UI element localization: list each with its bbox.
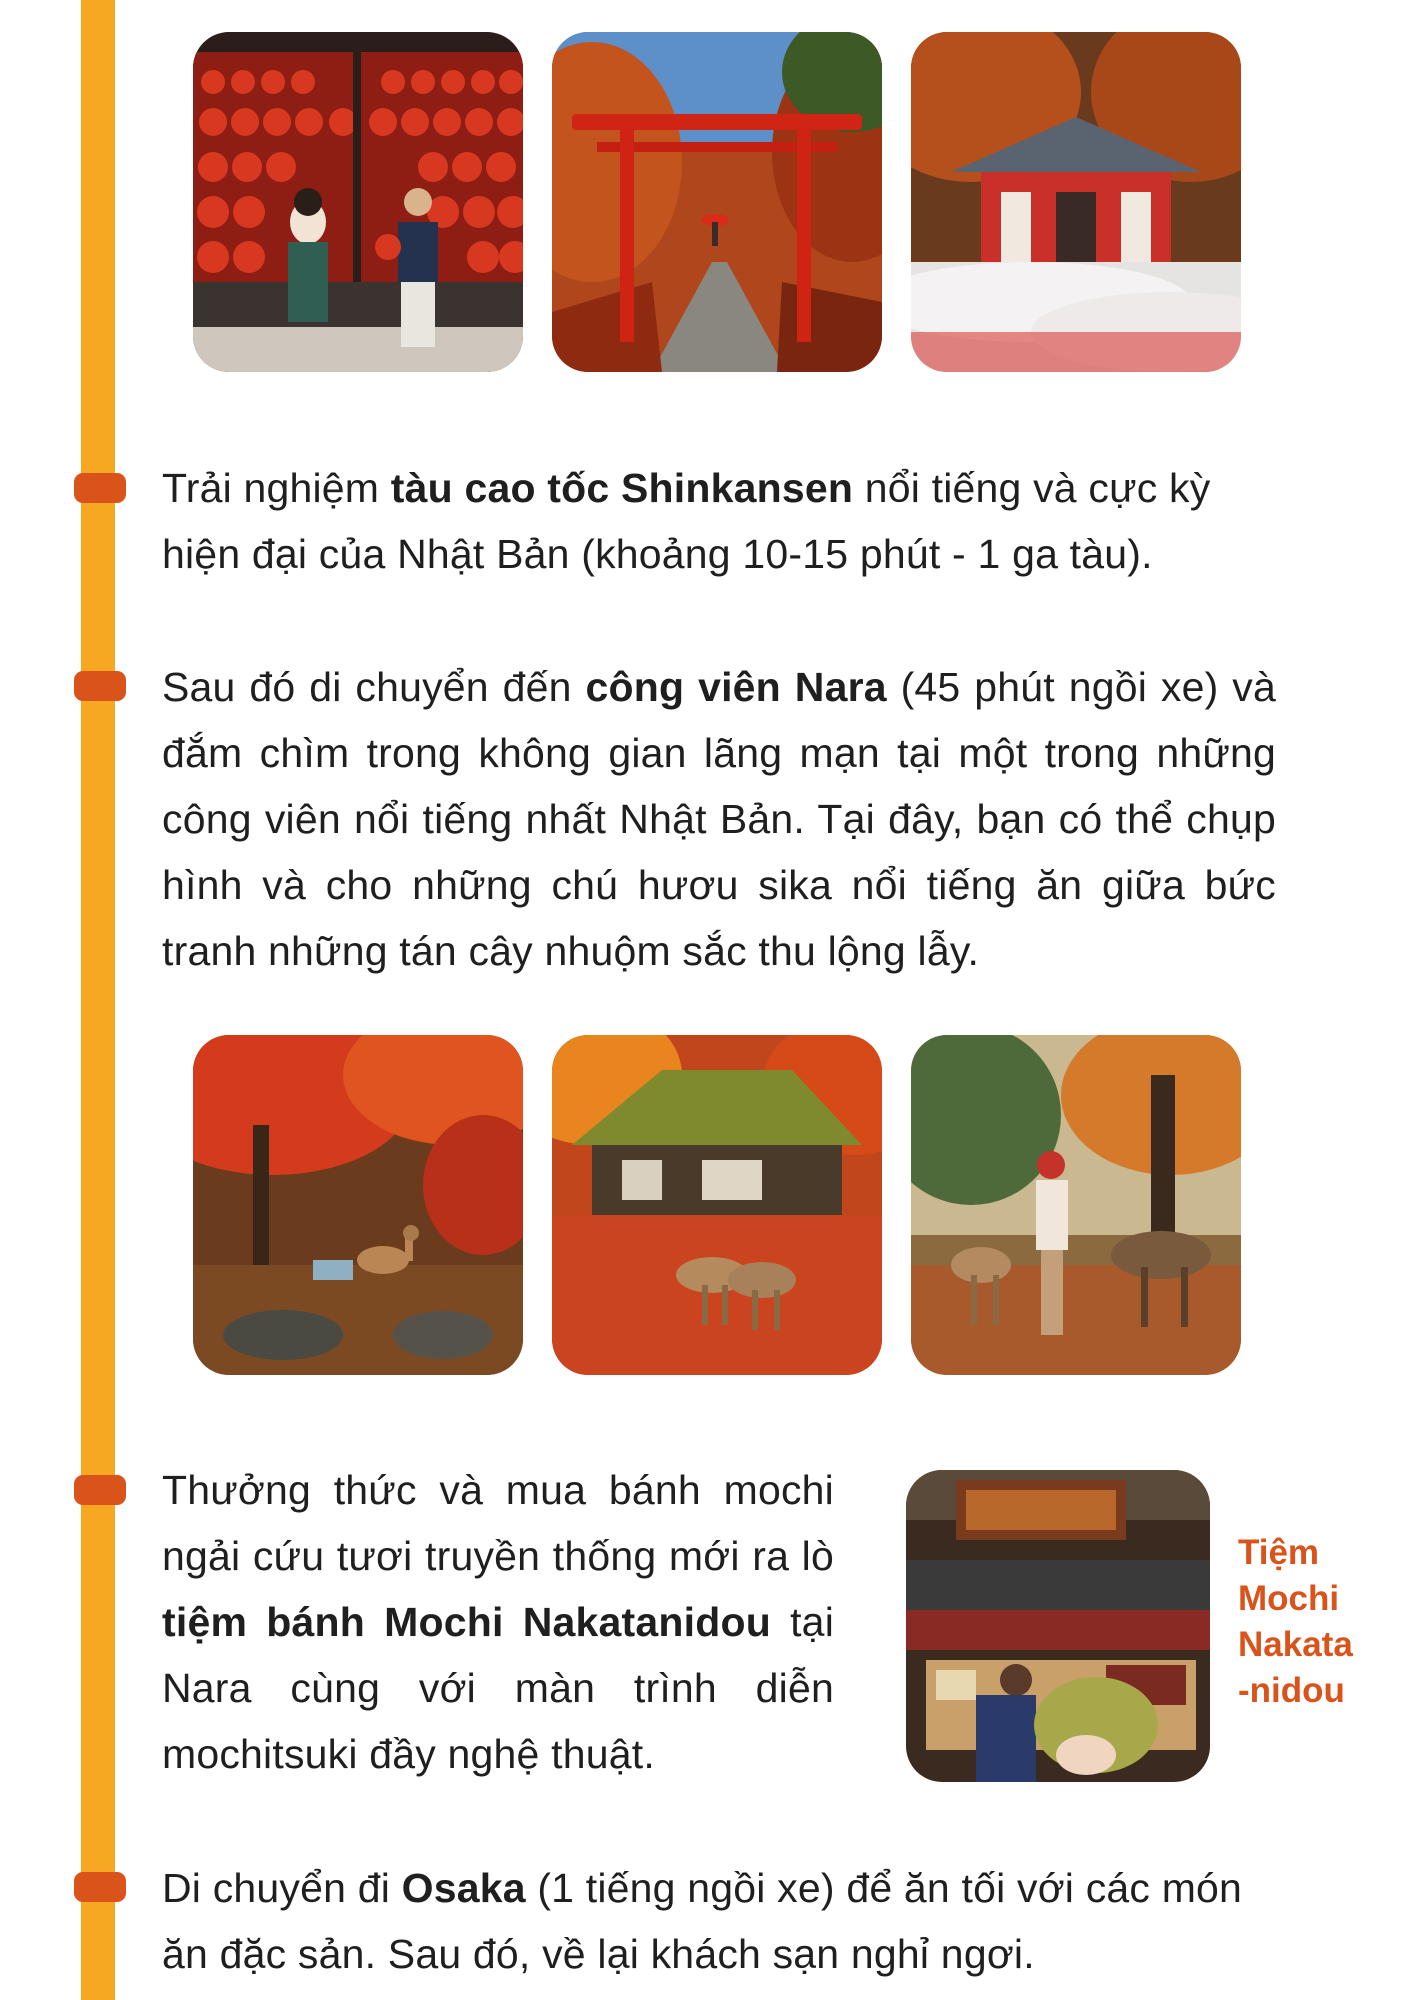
paragraph-mochi	[162, 1457, 834, 1787]
paragraph-text: nổi tiếng và cực kỳ hiện đại của Nhật Bản (khoảng 10-15 phút - 1 ga tàu).	[162, 465, 1211, 577]
photo-thatched-house-deer	[552, 1035, 882, 1375]
timeline-bar	[81, 0, 115, 2000]
paragraph-shinkansen	[162, 455, 1276, 587]
photo-autumn-stream-deer	[193, 1035, 523, 1375]
paragraph-text: Thưởng thức và mua bánh mochi ngải cứu tươi truyền thống mới ra lò	[162, 1467, 834, 1579]
paragraph-text: Trải nghiệm	[162, 465, 391, 511]
caption-line: Nakata	[1238, 1625, 1353, 1664]
timeline-marker	[74, 1475, 126, 1505]
photo-red-temple-mist	[911, 32, 1241, 372]
paragraph-nara	[162, 654, 1276, 984]
photo-mochi-shop	[906, 1470, 1210, 1782]
caption-line: Tiệm	[1238, 1533, 1320, 1572]
paragraph-text: Sau đó di chuyển đến	[162, 664, 586, 710]
photo-caption	[1238, 1530, 1388, 1714]
highlight-shinkansen: tàu cao tốc Shinkansen	[390, 465, 854, 511]
timeline-marker	[74, 1872, 126, 1902]
highlight-nara-park: công viên Nara	[585, 664, 887, 710]
paragraph-text: (1 tiếng ngồi xe) để ăn tối với các món ăn đặc sản. Sau đó, về lại khách sạn nghỉ ngơi.	[162, 1865, 1243, 1977]
highlight-mochi-shop: tiệm bánh Mochi Nakatanidou	[162, 1599, 771, 1645]
paragraph-osaka	[162, 1855, 1276, 1987]
photo-woman-feeding-deer	[911, 1035, 1241, 1375]
photo-daruma-temple	[193, 32, 523, 372]
timeline-marker	[74, 671, 126, 701]
highlight-osaka: Osaka	[401, 1865, 526, 1911]
timeline-marker	[74, 473, 126, 503]
photo-torii-gate	[552, 32, 882, 372]
caption-line: -nidou	[1238, 1671, 1345, 1710]
paragraph-text: tại Nara cùng với màn trình diễn mochitsuki đầy nghệ thuật.	[162, 1599, 834, 1777]
paragraph-text: Di chuyển đi	[162, 1865, 402, 1911]
paragraph-text: (45 phút ngồi xe) và đắm chìm trong không gian lãng mạn tại một trong những công viên nổi tiếng nhất Nhật Bản. Tại đây, bạn có thể chụp hình và cho những chú hươu sika nổi tiếng ăn giữa bức tranh những tán cây nhuộm sắc thu lộng lẫy.	[162, 664, 1276, 974]
caption-line: Mochi	[1238, 1579, 1340, 1618]
